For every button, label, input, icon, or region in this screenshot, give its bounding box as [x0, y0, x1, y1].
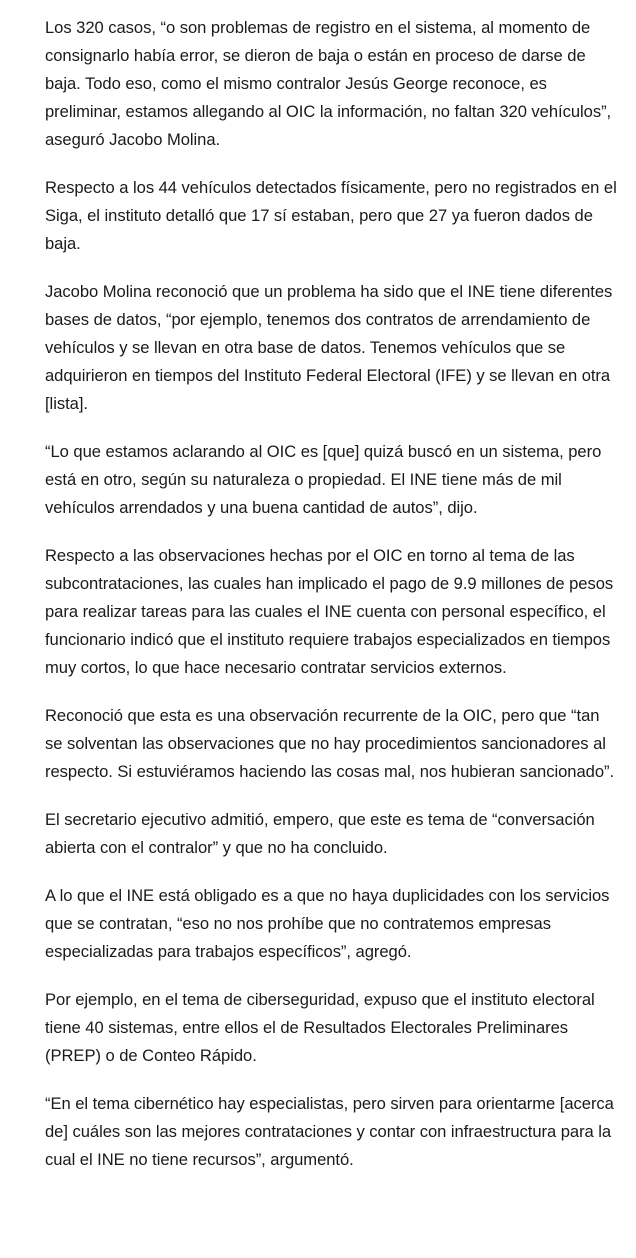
article-paragraph: El secretario ejecutivo admitió, empero, que este es tema de “conversación abierta con el contralor” y que no ha concluido.	[45, 810, 595, 857]
article-paragraph: “En el tema cibernético hay especialistas, pero sirven para orientarme [acerca de] cuáles son las mejores contrataciones y contar con infraestructura para la cual el INE no tiene recursos”, argumentó.	[45, 1094, 614, 1169]
article-paragraph: Reconoció que esta es una observación recurrente de la OIC, pero que “tan se solventan las observaciones que no hay procedimientos sancionadores al respecto. Si estuviéramos haciendo las cosas mal, nos hubieran sancionado”.	[45, 706, 615, 781]
article-paragraph: Por ejemplo, en el tema de ciberseguridad, expuso que el instituto electoral tiene 40 sistemas, entre ellos el de Resultados Electorales Preliminares (PREP) o de Conteo Rápido.	[45, 990, 595, 1065]
article-paragraph: Respecto a las observaciones hechas por el OIC en torno al tema de las subcontrataciones, las cuales han implicado el pago de 9.9 millones de pesos para realizar tareas para las cuales el INE cuenta con personal específico, el funcionario indicó que el instituto requiere trabajos especializados en tiempos muy cortos, lo que hace necesario contratar servicios externos.	[45, 546, 614, 677]
article-paragraph: Respecto a los 44 vehículos detectados físicamente, pero no registrados en el Siga, el instituto detalló que 17 sí estaban, pero que 27 ya fueron dados de baja.	[45, 178, 617, 253]
article-body	[45, 14, 620, 1174]
article-paragraph: “Lo que estamos aclarando al OIC es [que] quizá buscó en un sistema, pero está en otro, según su naturaleza o propiedad. El INE tiene más de mil vehículos arrendados y una buena cantidad de autos”, dijo.	[45, 442, 602, 517]
article-paragraph: A lo que el INE está obligado es a que no haya duplicidades con los servicios que se contratan, “eso no nos prohíbe que no contratemos empresas especializadas para trabajos específicos”, agregó.	[45, 886, 610, 961]
article-paragraph: Jacobo Molina reconoció que un problema ha sido que el INE tiene diferentes bases de datos, “por ejemplo, tenemos dos contratos de arrendamiento de vehículos y se llevan en otra base de datos. Tenemos vehículos que se adquirieron en tiempos del Instituto Federal Electoral (IFE) y se llevan en otra [lista].	[45, 282, 613, 413]
article-paragraph: Los 320 casos, “o son problemas de registro en el sistema, al momento de consignarlo había error, se dieron de baja o están en proceso de darse de baja. Todo eso, como el mismo contralor Jesús George reconoce, es preliminar, estamos allegando al OIC la información, no faltan 320 vehículos”, aseguró Jacobo Molina.	[45, 18, 612, 149]
